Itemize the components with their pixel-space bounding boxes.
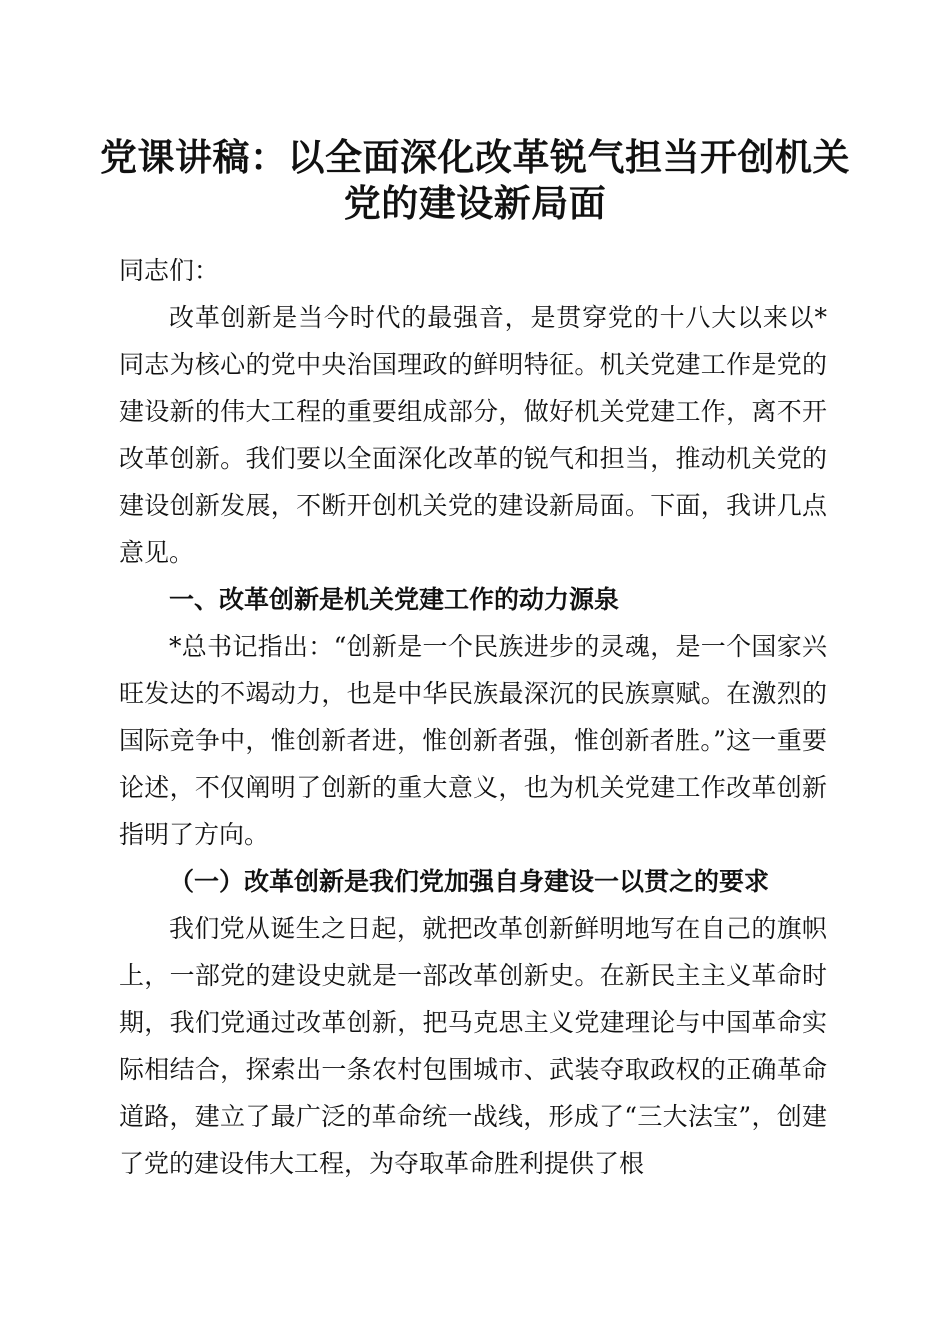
salutation: 同志们： [119, 256, 220, 285]
document-title [100, 134, 850, 226]
section-1-paragraph: *总书记指出：“创新是一个民族进步的灵魂，是一个国家兴旺发达的不竭动力，也是中华民族最深沉的民族禀赋。在激烈的国际竞争中，惟创新者进，惟创新者强，惟创新者胜。”这一重要论述，不仅阐明了创新的重大意义，也为机关党建工作改革创新指明了方向。 [119, 632, 827, 849]
intro-paragraph: 改革创新是当今时代的最强音，是贯穿党的十八大以来以*同志为核心的党中央治国理政的鲜明特征。机关党建工作是党的建设新的伟大工程的重要组成部分，做好机关党建工作，离不开改革创新。我们要以全面深化改革的锐气和担当，推动机关党的建设创新发展，不断开创机关党的建设新局面。下面，我讲几点意见。 [119, 303, 827, 567]
subsection-1-heading: （一）改革创新是我们党加强自身建设一以贯之的要求 [169, 867, 770, 896]
section-1-heading: 一、改革创新是机关党建工作的动力源泉 [169, 585, 620, 614]
document-body [119, 247, 827, 1187]
title-line-1: 党课讲稿：以全面深化改革锐气担当开创机关 [100, 135, 850, 179]
subsection-1-paragraph: 我们党从诞生之日起，就把改革创新鲜明地写在自己的旗帜上，一部党的建设史就是一部改革创新史。在新民主主义革命时期，我们党通过改革创新，把马克思主义党建理论与中国革命实际相结合，探索出一条农村包围城市、武装夺取政权的正确革命道路，建立了最广泛的革命统一战线，形成了“三大法宝”，创建了党的建设伟大工程，为夺取革命胜利提供了根 [119, 914, 827, 1178]
title-line-2: 党的建设新局面 [343, 181, 607, 225]
